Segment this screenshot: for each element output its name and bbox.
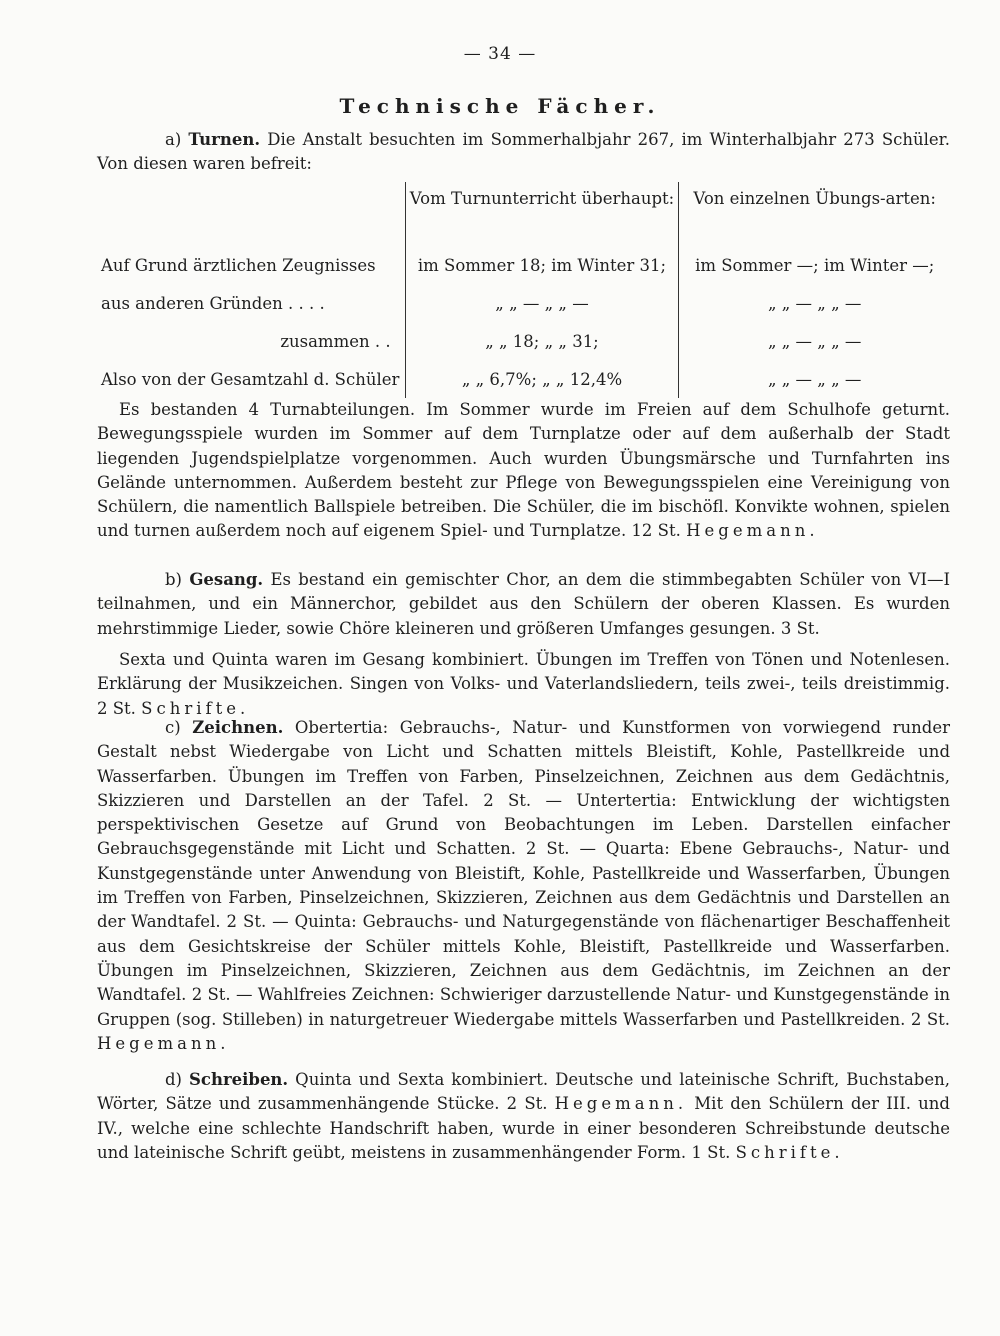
table-header-row [97,182,950,246]
turnen-teacher: Hegemann. [686,521,819,541]
table-header-cell: Von einzelnen Übungs-arten: [679,182,950,246]
gesang-text-2: Sexta und Quinta waren im Gesang kombiniert. Übungen im Treffen von Tönen und Notenlesen. Erklärung der Musikzeichen. Singen von Volks- und Vaterlandsliedern, teils zwei-, teils dreistimmig. 2 St. [97,650,950,718]
table-cell: „ „ 18; „ „ 31; [405,322,679,360]
gesang-paragraph-2 [97,648,950,721]
zeichnen-teacher: Hegemann. [97,1033,230,1053]
zeichnen-heading: Zeichnen. [192,718,284,737]
zeichnen-text: Obertertia: Gebrauchs-, Natur- und Kunstformen von vorwiegend runder Gestalt nebst Wiedergabe von Licht und Schatten mittels Bleistift, Kohle, Pastellkreide und Wasserfarben. Übungen im Treffen von Farben, Pinselzeichnen, Zeichnen aus dem Gedächtnis, Skizzieren und Darstellen an der Tafel. 2 St. — Untertertia: Entwicklung der wichtigsten perspektivischen Gesetze auf Grund von Beobachtungen im Leben. Darstellen einfacher Gebrauchsgegenstände mit Licht und Schatten. 2 St. — Quarta: Ebene Gebrauchs-, Natur- und Kunstgegenstände unter Anwendung von Bleistift, Kohle, Pastellkreide und Wasserfarben, Übungen im Treffen von Farben, Pinselzeichnen, Skizzieren, Zeichnen aus dem Gedächtnis und Darstellen an der Wandtafel. 2 St. — Quinta: Gebrauchs- und Naturgegenstände von flächenartiger Beschaffenheit aus dem Gesichtskreise der Schüler mittels Kohle, Bleistift, Pastellkreide und Wasserfarben. Übungen im Pinselzeichnen, Skizzieren, Zeichnen aus dem Gedächtnis, im Zeichnen an der Wandtafel. 2 St. — Wahlfreies Zeichnen: Schwieriger darzustellende Natur- und Kunstgegenstände in Gruppen (sog. Stilleben) in naturgetreuer Wiedergabe mittels Wasserfarben und Pastellkreiden. 2 St. [97,718,950,1029]
schreiben-text-2: Mit den Schülern der III. und IV., welche eine schlechte Handschrift haben, wurde in einer besonderen Schreibstunde deutsche und lateinische Schrift geübt, meistens in zusammenhängender Form. 1 St. [97,1094,950,1162]
turnen-intro-text: Die Anstalt besuchten im Sommerhalbjahr 267, im Winterhalbjahr 273 Schüler. Von diesen waren befreit: [97,130,951,174]
table-row [97,360,950,398]
turnen-label: a) [165,130,182,149]
schreiben-teacher-2: Schrifte. [735,1142,844,1162]
table-cell: im Sommer —; im Winter —; [679,246,950,284]
table-cell: „ „ — „ „ — [405,284,679,322]
zeichnen-label: c) [165,718,181,737]
table-row [97,322,950,360]
schreiben-paragraph [97,1068,950,1165]
schreiben-heading: Schreiben. [188,1070,289,1089]
gesang-label: b) [165,570,182,589]
table-header-cell: Vom Turnunterricht überhaupt: [405,182,679,246]
turnen-text: Es bestanden 4 Turnabteilungen. Im Sommer wurde im Freien auf dem Schulhofe geturnt. Bewegungsspiele wurden im Sommer auf dem Turnplatze oder auf dem außerhalb der Stadt liegenden Jugendspielplatze vorgenommen. Auch wurden Übungsmärsche und Turnfahrten ins Gelände unternommen. Außerdem besteht zur Pflege von Bewegungsspielen eine Vereinigung von Schülern, die namentlich Ballspiele betreiben. Die Schüler, die im bischöfl. Konvikte wohnen, spielen und turnen außerdem noch auf eigenem Spiel- und Turnplatze. 12 St. [97,400,950,541]
table-header-cell [97,182,405,246]
table-row [97,284,950,322]
page-number: — 34 — [463,44,537,64]
turnen-intro [97,128,950,177]
gesang-heading: Gesang. [189,570,264,589]
table-row [97,246,950,284]
table-cell: „ „ — „ „ — [679,322,950,360]
table-cell: „ „ — „ „ — [679,284,950,322]
table-cell: „ „ — „ „ — [679,360,950,398]
schreiben-text-1: Quinta und Sexta kombiniert. Deutsche und lateinische Schrift, Buchstaben, Wörter, Sätze und zusammenhängende Stücke. 2 St. [97,1070,951,1114]
exemption-table [97,182,950,398]
zeichnen-paragraph [97,716,950,1056]
table-cell: zusammen . . [280,331,391,351]
table-cell: Auf Grund ärztlichen Zeugnisses [101,255,376,275]
turnen-paragraph [97,398,950,544]
gesang-paragraph [97,568,950,641]
turnen-heading: Turnen. [188,130,261,149]
schreiben-teacher-1: Hegemann. [554,1094,688,1114]
table-cell: Also von der Gesamtzahl d. Schüler [101,369,400,389]
gesang-text-1: Es bestand ein gemischter Chor, an dem die stimmbegabten Schüler von VI—I teilnahmen, und ein Männerchor, gebildet aus den Schülern der oberen Klassen. Es wurden mehrstimmige Lieder, sowie Chöre kleineren und größeren Umfanges gesungen. 3 St. [97,570,950,638]
gesang-teacher: Schrifte. [141,698,250,718]
table-cell: aus anderen Gründen . . . . [101,293,325,313]
section-title: Technische Fächer. [339,94,661,118]
schreiben-label: d) [165,1070,182,1089]
table-cell: im Sommer 18; im Winter 31; [405,246,679,284]
table-cell: „ „ 6,7%; „ „ 12,4% [405,360,679,398]
